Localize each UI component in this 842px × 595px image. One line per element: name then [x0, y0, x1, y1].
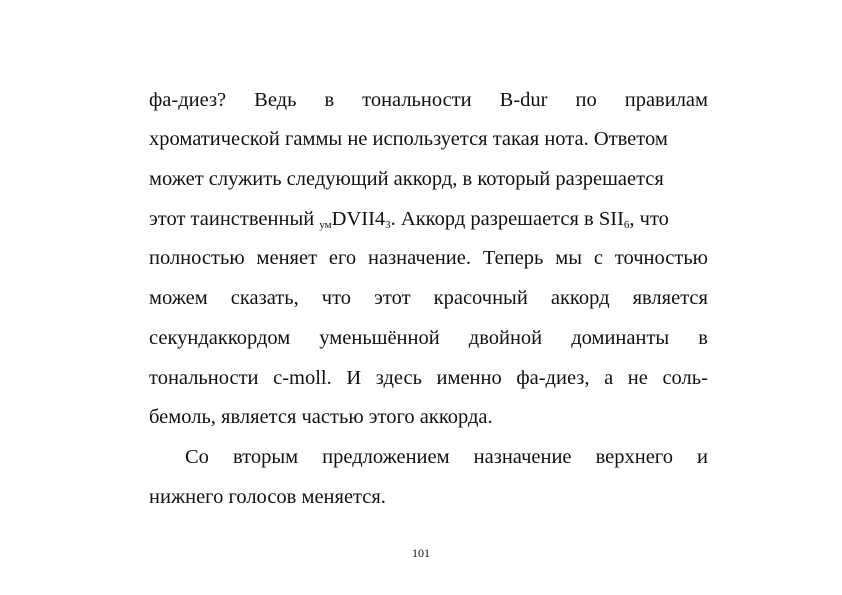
- word: мы: [555, 247, 582, 269]
- word: Со: [185, 446, 209, 468]
- text-run: . Аккорд разрешается в SII: [390, 208, 624, 230]
- word: назначение: [473, 446, 572, 468]
- word: сказать,: [230, 287, 299, 309]
- word: B-dur: [499, 89, 548, 111]
- word: правилам: [624, 89, 708, 111]
- word: фа-диез?: [149, 89, 227, 111]
- word: меняет: [256, 247, 318, 269]
- word: И: [346, 367, 362, 389]
- text-line-1: [149, 88, 708, 112]
- word: тональности: [362, 89, 472, 111]
- text-line-8: [149, 366, 708, 390]
- word: Ведь: [254, 89, 297, 111]
- word: двойной: [468, 327, 543, 349]
- word: этот: [374, 287, 411, 309]
- line-text: [149, 207, 669, 237]
- text-line-4: [149, 207, 708, 237]
- text-line-10: [185, 445, 708, 469]
- text-run: этот таинственный: [149, 208, 320, 230]
- word: аккорд: [550, 287, 610, 309]
- word: верхнего: [595, 446, 673, 468]
- word: c-moll.: [273, 367, 332, 389]
- word: секундаккордом: [149, 327, 291, 349]
- text-line-7: [149, 326, 708, 350]
- sii-subscript: 6: [623, 219, 630, 231]
- word: вторым: [232, 446, 299, 468]
- word: доминанты: [571, 327, 670, 349]
- text-line-2: [149, 127, 708, 151]
- word: предложением: [322, 446, 450, 468]
- line-text: хроматической гаммы не используется такая нота. Ответом: [149, 128, 668, 150]
- word: по: [575, 89, 597, 111]
- word: можем: [149, 287, 208, 309]
- text-line-3: [149, 167, 708, 191]
- word: красочный: [433, 287, 528, 309]
- word: является: [632, 287, 708, 309]
- page-number: 101: [412, 546, 430, 560]
- word: здесь: [375, 367, 422, 389]
- text-line-11: [149, 485, 708, 509]
- word: что: [321, 287, 352, 309]
- word: и: [697, 446, 708, 468]
- word: его: [328, 247, 357, 269]
- word: Теперь: [482, 247, 544, 269]
- text-line-5: [149, 246, 708, 270]
- line-text: нижнего голосов меняется.: [149, 486, 386, 508]
- word: с: [593, 247, 603, 269]
- text-run: , что: [629, 208, 669, 230]
- text-line-9: [149, 405, 708, 429]
- word: уменьшённой: [319, 327, 440, 349]
- word: именно: [436, 367, 502, 389]
- word: назначение.: [368, 247, 471, 269]
- word: соль-: [662, 367, 708, 389]
- word: а: [604, 367, 614, 389]
- line-text: бемоль, является частью этого аккорда.: [149, 406, 493, 428]
- chord-prefix: ум: [319, 219, 332, 231]
- text-line-6: [149, 286, 708, 310]
- word: не: [627, 367, 648, 389]
- word: в: [698, 327, 708, 349]
- word: полностью: [149, 247, 245, 269]
- word: фа-диез,: [516, 367, 590, 389]
- chord-subscript: 3: [385, 219, 391, 231]
- chord-symbol: DVII4: [331, 208, 386, 230]
- word: точностью: [614, 247, 708, 269]
- word: в: [324, 89, 335, 111]
- line-text: может служить следующий аккорд, в который разрешается: [149, 168, 664, 190]
- word: тональности: [149, 367, 259, 389]
